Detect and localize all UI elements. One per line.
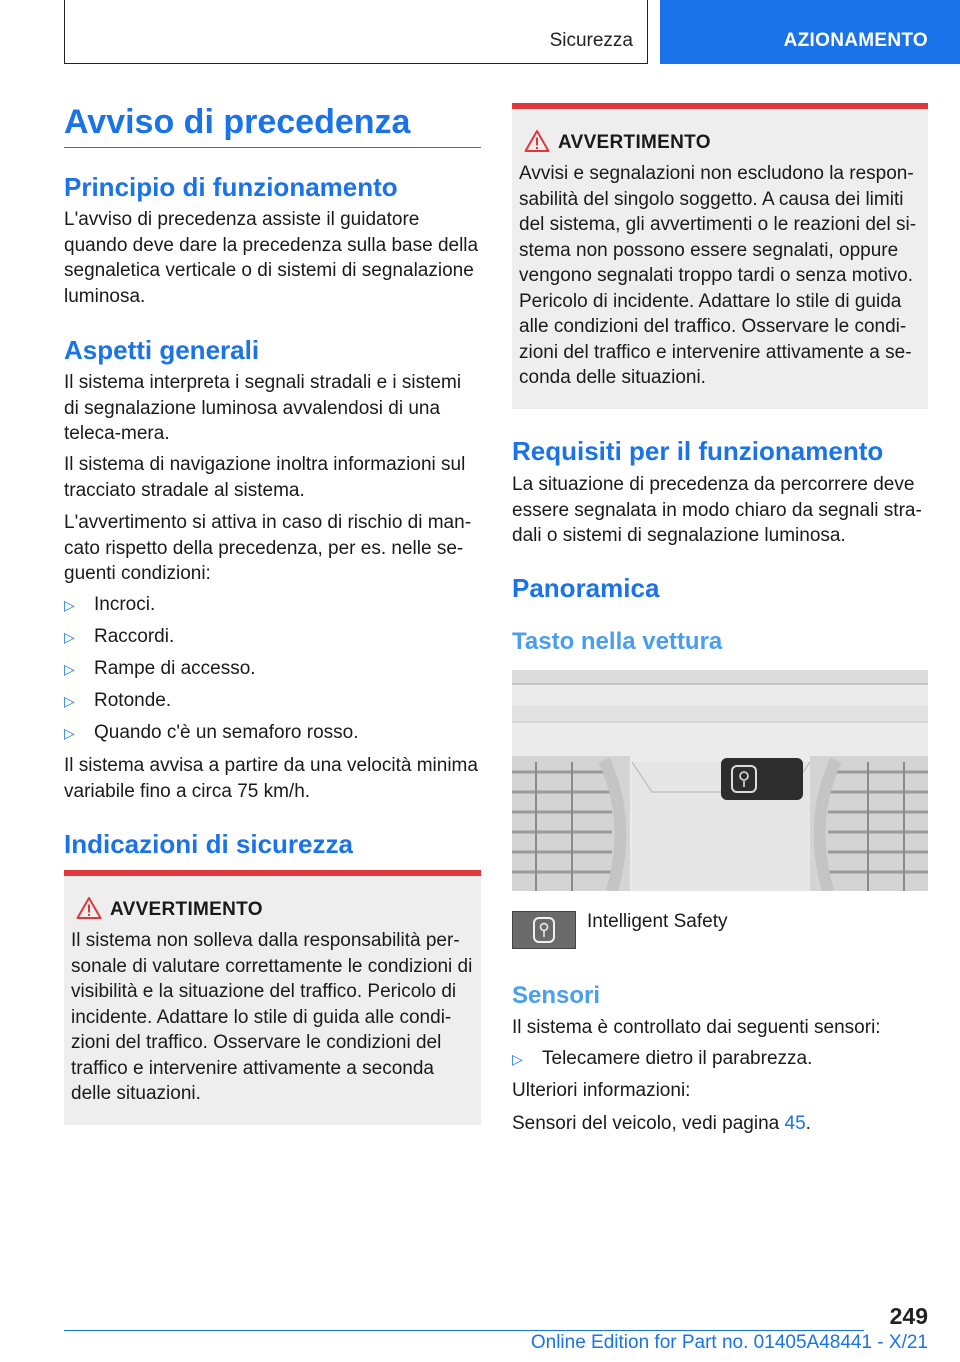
sensors-heading: Sensori (512, 982, 601, 1009)
title-rule (64, 147, 481, 148)
triangle-bullet-icon: ▷ (64, 629, 75, 645)
triangle-bullet-icon: ▷ (512, 1051, 523, 1067)
warning-text: Il sistema non solleva dalla responsabilità per-sonale di valutare correttamente le condizioni di visibilità e la situazione del traffico. Pericolo di incidente. Adattare lo stile di guida alle condi-zioni del traffico. Osservare le condizioni del traffico e intervenire attivamente a seconda delle situazioni. (71, 930, 473, 1104)
general-heading: Aspetti generali (64, 335, 260, 365)
header-chapter-label: AZIONAMENTO (783, 30, 928, 51)
triangle-bullet-icon: ▷ (64, 661, 75, 677)
dashboard-button-photo (512, 670, 928, 891)
button-caption: Intelligent Safety (587, 911, 728, 932)
triangle-bullet-icon: ▷ (64, 597, 75, 613)
more-info-label: Ulteriori informazioni: (512, 1080, 691, 1101)
general-paragraph-4: Il sistema avvisa a partire da una velocità minima variabile fino a circa 75 km/h. (64, 755, 478, 802)
overview-heading: Panoramica (512, 573, 660, 603)
general-paragraph-3: L'avvertimento si attiva in caso di rischio di man-cato rispetto della precedenza, per es. nelle se-guenti condizioni: (64, 512, 472, 584)
warning-title: AVVERTIMENTO (558, 132, 711, 153)
cross-reference: Sensori del veicolo, vedi pagina 45. (512, 1113, 811, 1134)
header-chapter-tab (660, 0, 960, 64)
warning-bar (64, 870, 481, 876)
header-section-box (64, 0, 648, 64)
page-number: 249 (889, 1303, 928, 1329)
principle-text: L'avviso di precedenza assiste il guidatore quando deve dare la precedenza sulla base della segnaletica verticale o di sistemi di segnalazione luminosa. (64, 209, 479, 307)
requirements-text: La situazione di precedenza da percorrere deve essere segnalata in modo chiaro da segnali stra-dali o sistemi di segnalazione luminosa. (512, 474, 922, 546)
warning-triangle-icon (76, 896, 102, 920)
warning-triangle-icon (524, 129, 550, 153)
warning-box (64, 870, 481, 1125)
page-title: Avviso di precedenza (64, 103, 411, 141)
safety-heading: Indicazioni di sicurezza (64, 829, 353, 859)
header-section-label: Sicurezza (549, 30, 633, 51)
warning-text: Avvisi e segnalazioni non escludono la respon-sabilità del singolo soggetto. A causa dei limiti del sistema, gli avvertimenti o le reazioni del si-stema non possono essere segnalati, oppure vengono segnalati troppo tardi o senza motivo. Pericolo di incidente. Adattare lo stile di guida alle condizioni del traffico. Osservare le condi-zioni del traffico e intervenire attivamente a se-conda delle situazioni. (519, 163, 917, 388)
intelligent-safety-button-icon (512, 911, 576, 949)
requirements-heading: Requisiti per il funzionamento (512, 436, 884, 466)
warning-box (512, 103, 928, 409)
general-paragraph-2: Il sistema di navigazione inoltra informazioni sul tracciato stradale al sistema. (64, 454, 466, 501)
button-heading: Tasto nella vettura (512, 628, 723, 655)
sensors-text: Il sistema è controllato dai seguenti sensori: (512, 1017, 881, 1038)
warning-title: AVVERTIMENTO (110, 899, 263, 920)
principle-heading: Principio di funzionamento (64, 172, 398, 202)
page-link[interactable]: 45 (784, 1113, 806, 1134)
footer-rule (64, 1330, 864, 1331)
general-paragraph-1: Il sistema interpreta i segnali stradali e i sistemi di segnalazione luminosa avvalendosi di una teleca-mera. (64, 372, 462, 444)
triangle-bullet-icon: ▷ (64, 693, 75, 709)
edition-footer: Online Edition for Part no. 01405A48441 - X/21 (530, 1332, 928, 1353)
triangle-bullet-icon: ▷ (64, 725, 75, 741)
warning-bar (512, 103, 928, 109)
